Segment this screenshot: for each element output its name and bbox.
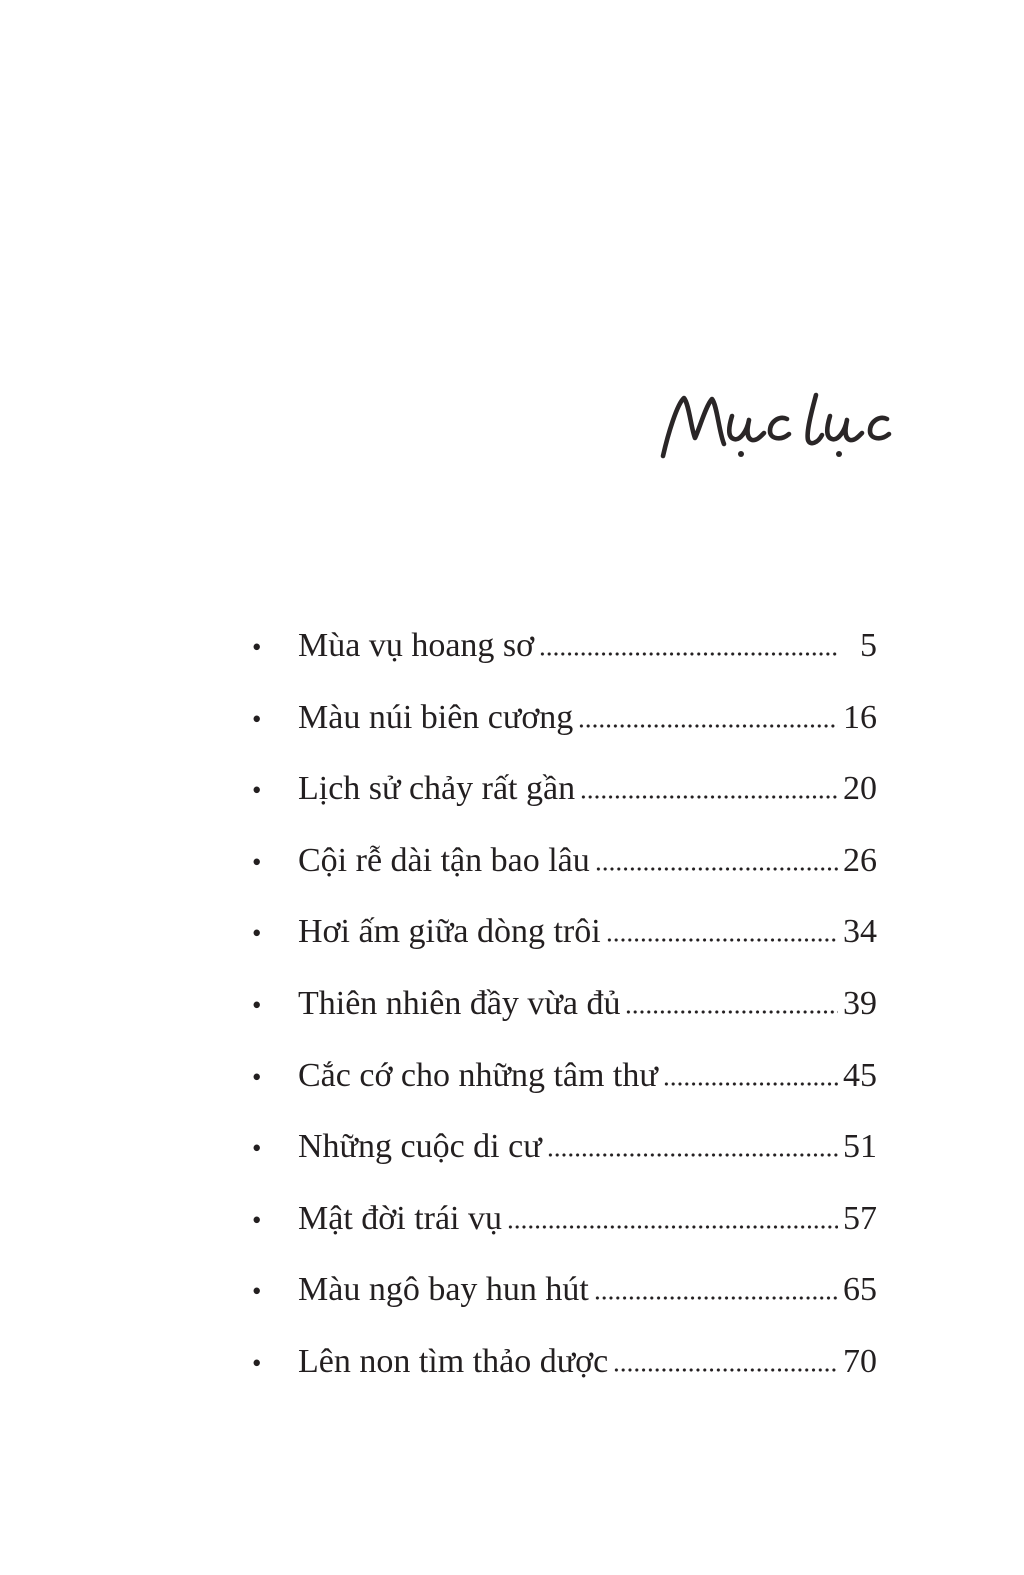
- dot-leader: [539, 652, 838, 656]
- handwritten-title-icon: [660, 390, 892, 468]
- toc-entry-page: 34: [843, 913, 877, 951]
- toc-entry: [252, 1057, 877, 1129]
- dot-leader: [663, 1082, 838, 1086]
- toc-entry-page: 51: [843, 1128, 877, 1166]
- table-of-contents: [252, 627, 877, 1415]
- toc-entry-label: Màu núi biên cương: [298, 698, 574, 736]
- dot-leader: [613, 1368, 838, 1372]
- bullet-icon: •: [252, 989, 262, 1020]
- bullet-icon: •: [252, 1204, 262, 1235]
- toc-entry-label: Lên non tìm thảo dược: [298, 1342, 609, 1380]
- bullet-icon: •: [252, 846, 262, 877]
- toc-entry-page: 26: [843, 841, 877, 879]
- toc-entry: [252, 1271, 877, 1343]
- dot-leader: [547, 1153, 838, 1157]
- toc-entry: [252, 1343, 877, 1415]
- bullet-icon: •: [252, 1061, 262, 1092]
- dot-leader: [507, 1225, 838, 1229]
- toc-entry-page: 39: [843, 984, 877, 1022]
- toc-entry-label: Cắc cớ cho những tâm thư: [298, 1056, 658, 1094]
- bullet-icon: •: [252, 775, 262, 806]
- toc-entry: [252, 1128, 877, 1200]
- toc-entry-label: Hơi ấm giữa dòng trôi: [298, 913, 601, 951]
- bullet-icon: •: [252, 1276, 262, 1307]
- dot-leader: [578, 724, 838, 728]
- toc-entry-label: Cội rễ dài tận bao lâu: [298, 841, 590, 879]
- toc-entry-page: 65: [843, 1271, 877, 1309]
- toc-entry: [252, 699, 877, 771]
- toc-entry-page: 5: [860, 627, 877, 664]
- toc-entry-page: 57: [843, 1199, 877, 1237]
- toc-entry-page: 45: [843, 1056, 877, 1094]
- toc-entry-label: Những cuộc di cư: [298, 1128, 542, 1166]
- toc-entry: [252, 913, 877, 985]
- bullet-icon: •: [252, 632, 262, 662]
- toc-entry-label: Mùa vụ hoang sơ: [298, 627, 535, 664]
- dot-leader: [594, 1296, 838, 1300]
- dot-leader: [625, 1010, 838, 1014]
- toc-entry-label: Màu ngô bay hun hút: [298, 1271, 589, 1309]
- toc-entry-label: Mật đời trái vụ: [298, 1199, 502, 1237]
- bullet-icon: •: [252, 1133, 262, 1164]
- page-title: [660, 390, 892, 468]
- toc-entry: [252, 1200, 877, 1272]
- toc-entry-label: Thiên nhiên đầy vừa đủ: [298, 984, 621, 1022]
- bullet-icon: •: [252, 1347, 262, 1378]
- dot-leader: [595, 867, 838, 871]
- bullet-icon: •: [252, 918, 262, 949]
- toc-entry-page: 16: [843, 698, 877, 736]
- toc-entry: [252, 985, 877, 1057]
- toc-entry: [252, 842, 877, 914]
- toc-entry: [252, 627, 877, 699]
- bullet-icon: •: [252, 703, 262, 734]
- toc-entry-label: Lịch sử chảy rất gần: [298, 770, 576, 808]
- dot-leader: [606, 938, 838, 942]
- dot-leader: [580, 795, 838, 799]
- toc-entry: [252, 770, 877, 842]
- toc-entry-page: 20: [843, 770, 877, 808]
- toc-entry-page: 70: [843, 1342, 877, 1380]
